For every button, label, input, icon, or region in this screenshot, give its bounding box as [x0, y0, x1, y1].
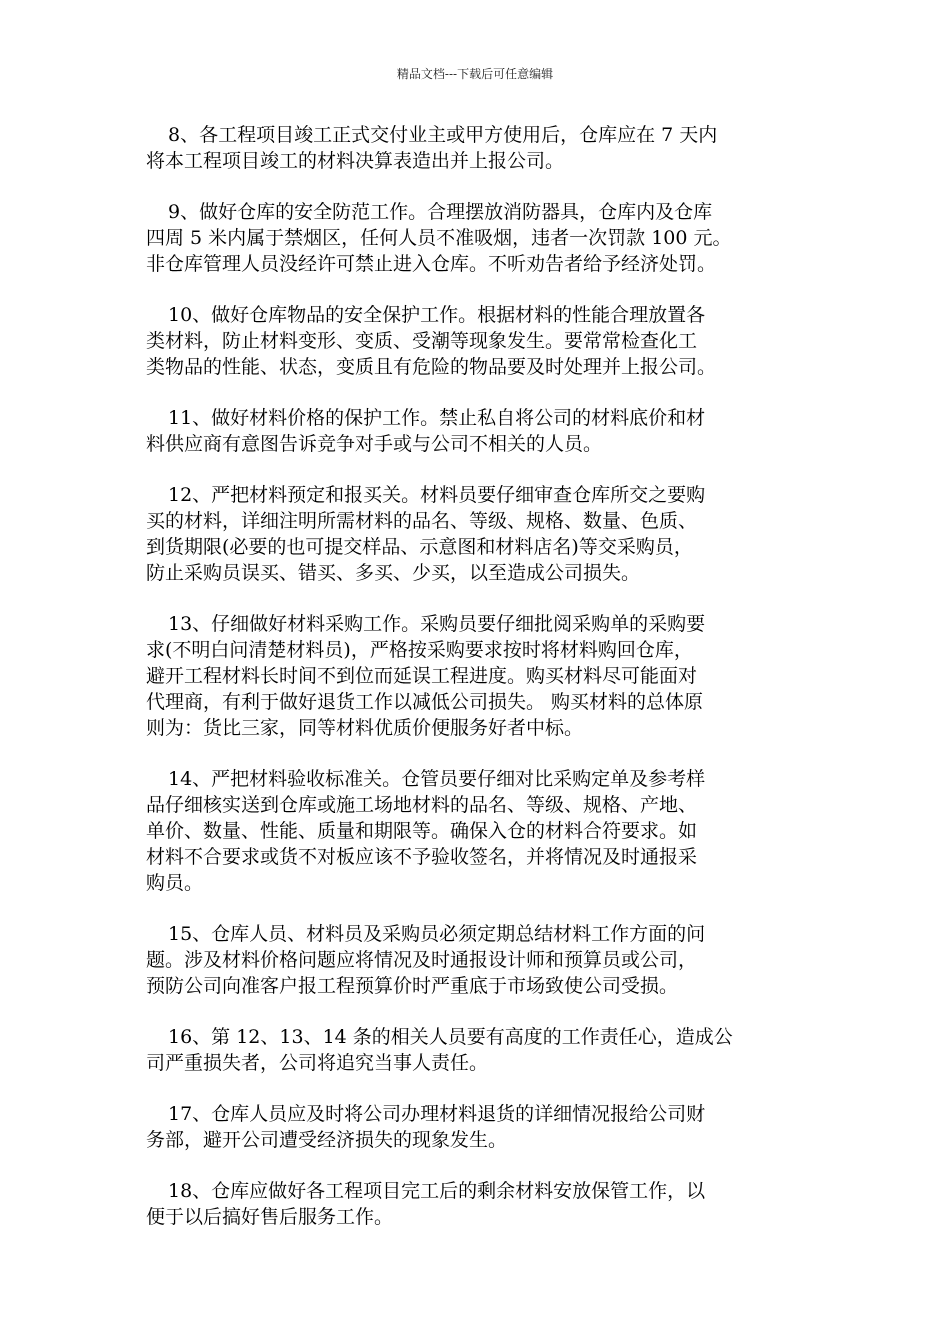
paragraph-line: 12、严把材料预定和报买关。材料员要仔细审查仓库所交之要购 — [168, 484, 706, 506]
paragraph-line: 购员。 — [146, 872, 204, 894]
paragraph-line: 14、严把材料验收标准关。仓管员要仔细对比采购定单及参考样 — [168, 768, 706, 790]
paragraph-line: 10、做好仓库物品的安全保护工作。根据材料的性能合理放置各 — [168, 304, 706, 326]
paragraph-line: 品仔细核实送到仓库或施工场地材料的品名、等级、规格、产地、 — [146, 794, 698, 816]
paragraph-line: 13、仔细做好材料采购工作。采购员要仔细批阅采购单的采购要 — [168, 613, 706, 635]
paragraph-9 — [146, 199, 820, 277]
paragraph-line: 16、第 12、13、14 条的相关人员要有高度的工作责任心，造成公 — [168, 1026, 733, 1048]
document-body — [146, 122, 820, 1255]
paragraph-line: 17、仓库人员应及时将公司办理材料退货的详细情况报给公司财 — [168, 1103, 706, 1125]
paragraph-line: 将本工程项目竣工的材料决算表造出并上报公司。 — [146, 150, 565, 172]
paragraph-line: 便于以后搞好售后服务工作。 — [146, 1206, 394, 1228]
paragraph-13 — [146, 611, 820, 741]
paragraph-line: 避开工程材料长时间不到位而延误工程进度。购买材料尽可能面对 — [146, 665, 698, 687]
paragraph-17 — [146, 1101, 820, 1153]
paragraph-line: 类物品的性能、状态，变质且有危险的物品要及时处理并上报公司。 — [146, 356, 717, 378]
paragraph-line: 四周 5 米内属于禁烟区，任何人员不准吸烟，违者一次罚款 100 元。 — [146, 227, 732, 249]
paragraph-line: 料供应商有意图告诉竞争对手或与公司不相关的人员。 — [146, 433, 603, 455]
paragraph-11 — [146, 405, 820, 457]
paragraph-16 — [146, 1024, 820, 1076]
page-header: 精品文档---下载后可任意编辑 — [396, 67, 554, 81]
paragraph-line: 15、仓库人员、材料员及采购员必须定期总结材料工作方面的问 — [168, 923, 706, 945]
paragraph-line: 非仓库管理人员没经许可禁止进入仓库。不听劝告者给予经济处罚。 — [146, 253, 717, 275]
paragraph-line: 防止采购员误买、错买、多买、少买，以至造成公司损失。 — [146, 562, 641, 584]
paragraph-10 — [146, 302, 820, 380]
paragraph-12 — [146, 482, 820, 586]
paragraph-line: 材料不合要求或货不对板应该不予验收签名，并将情况及时通报采 — [146, 846, 698, 868]
paragraph-line: 9、做好仓库的安全防范工作。合理摆放消防器具，仓库内及仓库 — [168, 201, 713, 223]
paragraph-line: 到货期限(必要的也可提交样品、示意图和材料店名)等交采购员， — [146, 536, 693, 558]
paragraph-line: 代理商，有利于做好退货工作以减低公司损失。 购买材料的总体原 — [146, 691, 704, 713]
paragraph-line: 预防公司向准客户报工程预算价时严重底于市场致使公司受损。 — [146, 975, 679, 997]
paragraph-line: 11、做好材料价格的保护工作。禁止私自将公司的材料底价和材 — [168, 407, 706, 429]
paragraph-line: 司严重损失者，公司将追究当事人责任。 — [146, 1052, 489, 1074]
paragraph-line: 8、各工程项目竣工正式交付业主或甲方使用后，仓库应在 7 天内 — [168, 124, 718, 146]
paragraph-line: 求(不明白问清楚材料员)，严格按采购要求按时将材料购回仓库， — [146, 639, 693, 661]
paragraph-line: 务部，避开公司遭受经济损失的现象发生。 — [146, 1129, 508, 1151]
paragraph-14 — [146, 766, 820, 896]
paragraph-line: 类材料，防止材料变形、变质、受潮等现象发生。要常常检查化工 — [146, 330, 698, 352]
paragraph-18 — [146, 1178, 820, 1230]
paragraph-line: 则为：货比三家，同等材料优质价便服务好者中标。 — [146, 717, 584, 739]
paragraph-line: 18、仓库应做好各工程项目完工后的剩余材料安放保管工作，以 — [168, 1180, 706, 1202]
paragraph-line: 题。涉及材料价格问题应将情况及时通报设计师和预算员或公司， — [146, 949, 698, 971]
paragraph-15 — [146, 921, 820, 999]
paragraph-line: 单价、数量、性能、质量和期限等。确保入仓的材料合符要求。如 — [146, 820, 698, 842]
paragraph-line: 买的材料，详细注明所需材料的品名、等级、规格、数量、色质、 — [146, 510, 698, 532]
paragraph-8 — [146, 122, 820, 174]
